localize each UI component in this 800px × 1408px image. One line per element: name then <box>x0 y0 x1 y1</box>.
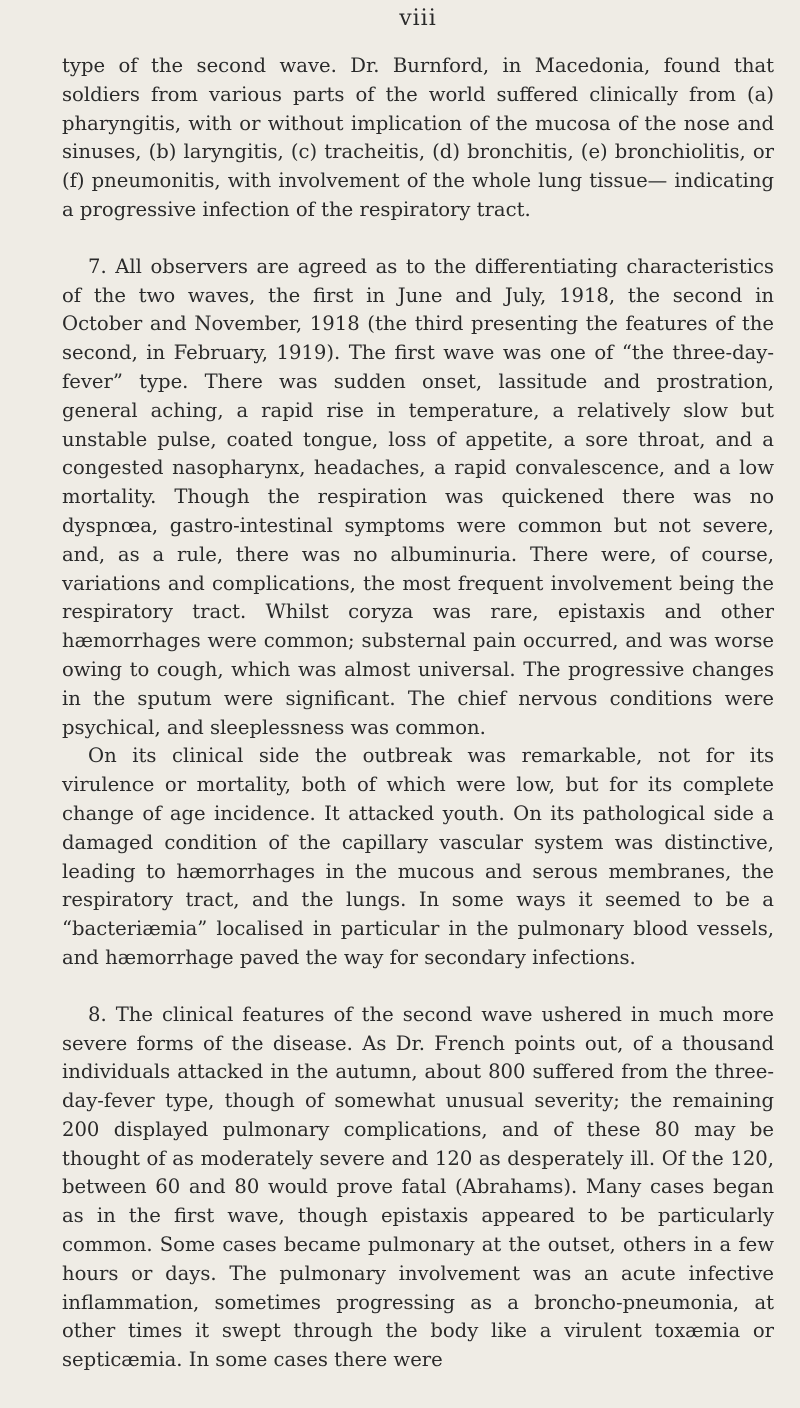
book-page <box>62 4 774 1375</box>
page-number: viii <box>399 6 437 31</box>
paragraph-clinical-side: On its clinical side the outbreak was remarkable, not for its virulence or mortality, both of which were low, but for its complete change of age incidence. It attacked youth. On its pathological side a damaged condition of the capillary vascular system was distinctive, leading to hæmorrhages in the mucous and serous membranes, the respiratory tract, and the lungs. In some ways it seemed to be a “bacteriæmia” localised in particular in the pulmonary blood vessels, and hæmorrhage paved the way for secondary infections. <box>62 744 774 969</box>
paragraph-section-7: 7. All observers are agreed as to the differentiating characteristics of the two waves, the first in June and July, 1918, the second in October and November, 1918 (the third presenting the features of the second, in February, 1919). The first wave was one of “the three-day-fever” type. There was sudden onset, lassitude and prostration, general aching, a rapid rise in temperature, a relatively slow but unstable pulse, coated tongue, loss of appetite, a sore throat, and a congested nasopharynx, headaches, a rapid convalescence, and a low mortality. Though the respiration was quickened there was no dyspnœa, gastro-intestinal symptoms were common but not severe, and, as a rule, there was no albuminuria. There were, of course, variations and complications, the most frequent involvement being the respiratory tract. Whilst coryza was rare, epistaxis and other hæmorrhages were common; substernal pain occurred, and was worse owing to cough, which was almost universal. The progressive changes in the sputum were significant. The chief nervous conditions were psychical, and sleeplessness was common. <box>62 254 774 739</box>
paragraph-section-8: 8. The clinical features of the second wave ushered in much more severe forms of the disease. As Dr. French points out, of a thousand individuals attacked in the autumn, about 800 suffered from the three-day-fever type, though of somewhat unusual severity; the remaining 200 displayed pulmonary complications, and of these 80 may be thought of as moderately severe and 120 as desperately ill. Of the 120, between 60 and 80 would prove fatal (Abrahams). Many cases began as in the first wave, though epistaxis appeared to be particularly common. Some cases became pulmonary at the outset, others in a few hours or days. The pulmonary involvement was an acute infective inflammation, sometimes progressing as a broncho-pneumonia, at other times it swept through the body like a virulent toxæmia or septicæmia. In some cases there were <box>62 1002 774 1372</box>
paragraph-continuation: type of the second wave. Dr. Burnford, in Macedonia, found that soldiers from various parts of the world suffered clinically from (a) pharyngitis, with or without implication of the mucosa of the nose and sinuses, (b) laryngitis, (c) tracheitis, (d) bronchitis, (e) bronchiolitis, or (f) pneumonitis, with involvement of the whole lung tissue— indicating a progressive infection of the respiratory tract. <box>62 54 774 221</box>
